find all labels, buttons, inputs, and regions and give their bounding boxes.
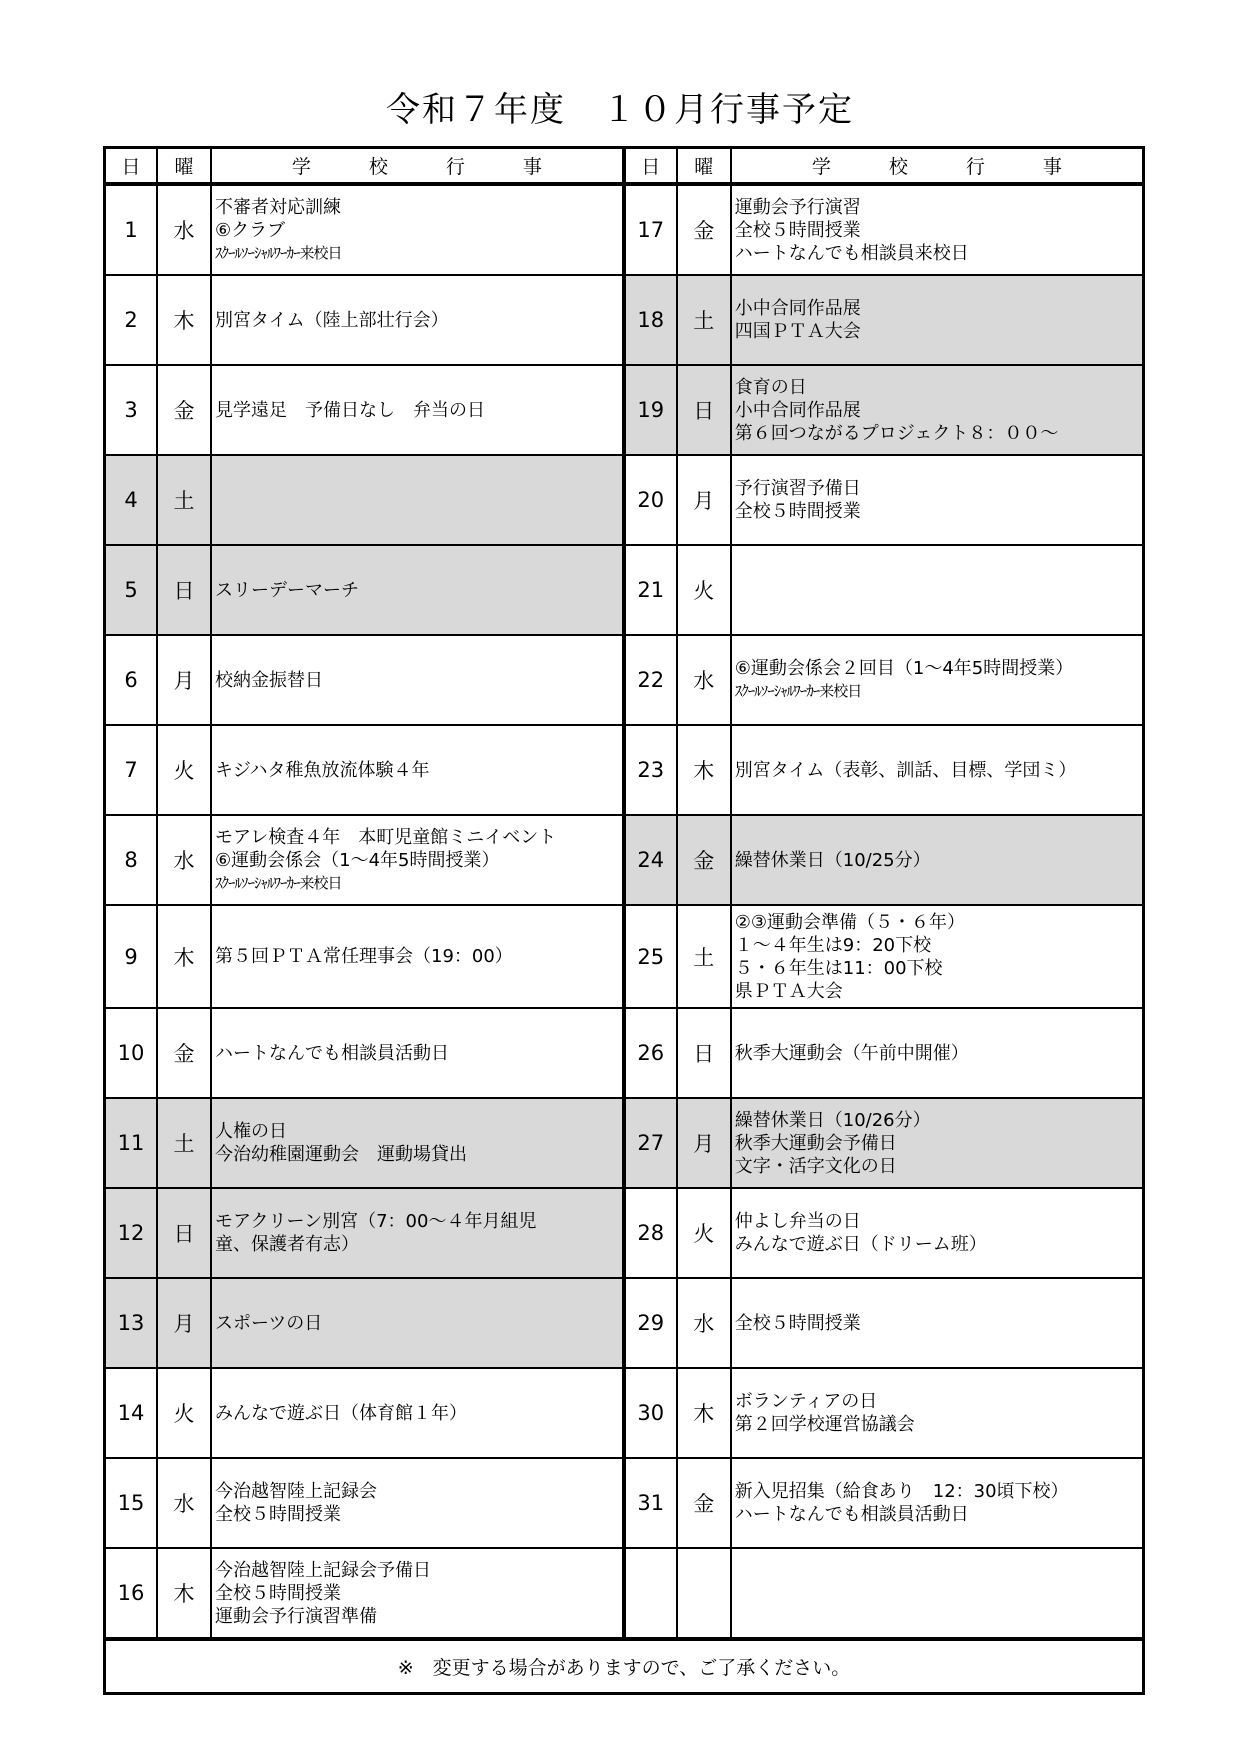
event-item: 人権の日 (215, 1121, 287, 1142)
table-row (105, 1098, 1144, 1188)
event-item: 校納金振替日 (215, 669, 323, 691)
table-row (105, 545, 1144, 635)
event-item: キジハタ稚魚放流体験４年 (215, 759, 430, 781)
event-item: 秋季大運動会予備日 (734, 1132, 897, 1154)
weekday-cell: 水 (677, 1278, 731, 1368)
events-cell (211, 1368, 624, 1458)
events-cell (211, 545, 624, 635)
day-cell: 4 (105, 455, 158, 545)
day-cell: 8 (105, 815, 158, 905)
day-cell: 1 (105, 184, 158, 275)
header-weekday-left: 曜 (157, 148, 211, 185)
weekday-cell: 日 (157, 545, 211, 635)
events-cell (731, 1098, 1144, 1188)
event-item: ハートなんでも相談員活動日 (215, 1042, 449, 1064)
events-cell (211, 1458, 624, 1548)
weekday-cell: 火 (677, 1188, 731, 1278)
weekday-cell: 金 (677, 1458, 731, 1548)
header-events-left-label: 学校行事 (291, 156, 600, 178)
weekday-cell: 日 (157, 1188, 211, 1278)
table-body (105, 184, 1144, 1639)
weekday-cell: 土 (677, 905, 731, 1008)
page-title: 令和７年度 １０月行事予定 (386, 90, 854, 130)
weekday-cell: 土 (157, 455, 211, 545)
table-row (105, 365, 1144, 455)
header-day-right: 日 (624, 148, 677, 185)
event-item: ⑥運動会係会２回目（1～4年5時間授業） (734, 658, 1074, 679)
event-item: ｽｸｰﾙｿｰｼｬﾙﾜｰｶｰ来校日 (734, 682, 862, 700)
day-cell: 17 (624, 184, 677, 275)
weekday-cell: 土 (157, 1098, 211, 1188)
event-item: 不審者対応訓練 (215, 196, 341, 218)
table-row (105, 725, 1144, 815)
events-cell (211, 1278, 624, 1368)
table-row (105, 184, 1144, 275)
table-row (105, 1188, 1144, 1278)
table-row (105, 1008, 1144, 1098)
table-row (105, 455, 1144, 545)
weekday-cell: 月 (677, 1098, 731, 1188)
header-events-left (211, 148, 624, 185)
event-item: 第２回学校運営協議会 (734, 1414, 915, 1435)
day-cell: 9 (105, 905, 158, 1008)
table-row (105, 275, 1144, 365)
events-cell (731, 725, 1144, 815)
table-row (105, 1458, 1144, 1548)
events-cell (731, 1008, 1144, 1098)
events-cell (731, 455, 1144, 545)
event-item: 運動会予行演習準備 (215, 1605, 377, 1627)
event-item: ②③運動会準備（５・６年） (734, 911, 966, 933)
day-cell: 29 (624, 1278, 677, 1368)
event-item: モアクリーン別宮（7：00～４年月組児 (215, 1211, 537, 1232)
weekday-cell: 木 (157, 905, 211, 1008)
event-item: みんなで遊ぶ日（ドリーム班） (734, 1234, 987, 1255)
events-cell (211, 275, 624, 365)
day-cell: 14 (105, 1368, 158, 1458)
event-item: ｽｸｰﾙｿｰｼｬﾙﾜｰｶｰ来校日 (215, 243, 342, 262)
events-cell (731, 1458, 1144, 1548)
header-weekday-right: 曜 (677, 148, 731, 185)
day-cell: 3 (105, 365, 158, 455)
events-cell (731, 1368, 1144, 1458)
event-item: 四国ＰＴＡ大会 (734, 321, 861, 342)
event-item: 繰替休業日（10/26分） (734, 1109, 931, 1131)
event-item: 予行演習予備日 (734, 478, 861, 499)
weekday-cell: 月 (157, 1278, 211, 1368)
events-cell (211, 815, 624, 905)
weekday-cell: 木 (677, 725, 731, 815)
table-row (105, 635, 1144, 725)
day-cell: 2 (105, 275, 158, 365)
event-item: 仲よし弁当の日 (734, 1211, 861, 1232)
event-item: ５・６年生は11：00下校 (734, 957, 943, 979)
events-cell (731, 1188, 1144, 1278)
event-item: ⑥クラブ (215, 219, 286, 241)
weekday-cell: 日 (677, 1008, 731, 1098)
event-item: 別宮タイム（陸上部壮行会） (215, 309, 449, 331)
day-cell: 12 (105, 1188, 158, 1278)
event-item: ｽｸｰﾙｿｰｼｬﾙﾜｰｶｰ来校日 (215, 873, 342, 892)
day-cell: 20 (624, 455, 677, 545)
footer-row (105, 1639, 1144, 1694)
day-cell: 23 (624, 725, 677, 815)
event-item: 全校５時間授業 (734, 501, 861, 522)
day-cell: 24 (624, 815, 677, 905)
events-cell (731, 545, 1144, 635)
day-cell: 10 (105, 1008, 158, 1098)
header-events-right (731, 148, 1144, 185)
weekday-cell: 火 (677, 545, 731, 635)
event-item: 第５回ＰＴＡ常任理事会（19：00） (215, 946, 513, 967)
header-events-right-label: 学校行事 (811, 156, 1120, 178)
day-cell: 21 (624, 545, 677, 635)
events-cell (211, 1008, 624, 1098)
events-cell (211, 635, 624, 725)
events-cell (211, 455, 624, 545)
table-row (105, 1368, 1144, 1458)
event-item: スリーデーマーチ (215, 579, 359, 601)
day-cell: 19 (624, 365, 677, 455)
weekday-cell: 土 (677, 275, 731, 365)
event-item: ハートなんでも相談員活動日 (734, 1504, 969, 1525)
event-item: みんなで遊ぶ日（体育館１年） (215, 1402, 467, 1424)
table-row (105, 1278, 1144, 1368)
weekday-cell: 金 (677, 815, 731, 905)
events-cell (211, 1098, 624, 1188)
event-item: 今治幼稚園運動会 運動場貸出 (215, 1144, 467, 1165)
event-item: 秋季大運動会（午前中開催） (734, 1042, 969, 1064)
event-item: スポーツの日 (215, 1312, 323, 1334)
event-item: 食育の日 (734, 376, 807, 398)
weekday-cell: 水 (677, 635, 731, 725)
event-item: ボランティアの日 (734, 1391, 878, 1412)
day-cell: 27 (624, 1098, 677, 1188)
event-item: モアレ検査４年 本町児童館ミニイベント (215, 826, 557, 848)
weekday-cell: 金 (677, 184, 731, 275)
weekday-cell: 日 (677, 365, 731, 455)
weekday-cell: 月 (157, 635, 211, 725)
table-header-row (105, 148, 1144, 185)
weekday-cell: 金 (157, 1008, 211, 1098)
day-cell: 7 (105, 725, 158, 815)
day-cell: 6 (105, 635, 158, 725)
event-item: 全校５時間授業 (215, 1504, 341, 1525)
day-cell (624, 1548, 677, 1639)
day-cell: 30 (624, 1368, 677, 1458)
table-row (105, 815, 1144, 905)
events-cell (731, 905, 1144, 1008)
weekday-cell: 火 (157, 725, 211, 815)
day-cell: 5 (105, 545, 158, 635)
event-item: ハートなんでも相談員来校日 (734, 242, 969, 264)
weekday-cell: 水 (157, 184, 211, 275)
event-item: 運動会予行演習 (734, 196, 861, 218)
day-cell: 25 (624, 905, 677, 1008)
weekday-cell: 木 (157, 275, 211, 365)
event-item: 全校５時間授業 (734, 1312, 861, 1334)
day-cell: 28 (624, 1188, 677, 1278)
events-cell (211, 365, 624, 455)
weekday-cell: 水 (157, 815, 211, 905)
event-item: 全校５時間授業 (734, 219, 861, 241)
events-cell (731, 184, 1144, 275)
day-cell: 18 (624, 275, 677, 365)
event-item: 全校５時間授業 (215, 1582, 341, 1604)
events-cell (731, 1278, 1144, 1368)
event-item: 第６回つながるプロジェクト８：００～ (734, 422, 1059, 444)
events-cell (211, 905, 624, 1008)
day-cell: 31 (624, 1458, 677, 1548)
events-cell (731, 365, 1144, 455)
day-cell: 15 (105, 1458, 158, 1548)
event-item: 文字・活字文化の日 (734, 1155, 897, 1177)
event-item: １～４年生は9：20下校 (734, 934, 932, 956)
weekday-cell: 木 (677, 1368, 731, 1458)
table-row (105, 1548, 1144, 1639)
events-cell (731, 1548, 1144, 1639)
weekday-cell: 金 (157, 365, 211, 455)
events-cell (211, 184, 624, 275)
events-cell (211, 1188, 624, 1278)
event-item: 童、保護者有志） (215, 1234, 359, 1255)
events-cell (211, 1548, 624, 1639)
event-item: 新入児招集（給食あり 12：30頃下校） (734, 1481, 1069, 1502)
event-item: 別宮タイム（表彰、訓話、目標、学団ミ） (734, 759, 1077, 781)
event-item: 今治越智陸上記録会予備日 (215, 1559, 431, 1581)
table-row (105, 905, 1144, 1008)
weekday-cell: 火 (157, 1368, 211, 1458)
event-item: 小中合同作品展 (734, 298, 861, 319)
events-cell (731, 815, 1144, 905)
events-cell (731, 635, 1144, 725)
event-item: 県ＰＴＡ大会 (734, 980, 843, 1002)
weekday-cell (677, 1548, 731, 1639)
day-cell: 13 (105, 1278, 158, 1368)
day-cell: 22 (624, 635, 677, 725)
events-cell (211, 725, 624, 815)
header-day-left: 日 (105, 148, 158, 185)
event-item: ⑥運動会係会（1～4年5時間授業） (215, 849, 500, 871)
day-cell: 26 (624, 1008, 677, 1098)
weekday-cell: 木 (157, 1548, 211, 1639)
footer-note: ※ 変更する場合がありますので、ご了承ください。 (105, 1639, 1144, 1694)
event-item: 繰替休業日（10/25分） (734, 849, 931, 871)
event-item: 見学遠足 予備日なし 弁当の日 (215, 399, 485, 421)
event-schedule-table (103, 146, 1145, 1695)
weekday-cell: 月 (677, 455, 731, 545)
event-item: 小中合同作品展 (734, 399, 861, 421)
event-item: 今治越智陸上記録会 (215, 1481, 377, 1502)
events-cell (731, 275, 1144, 365)
day-cell: 16 (105, 1548, 158, 1639)
day-cell: 11 (105, 1098, 158, 1188)
weekday-cell: 水 (157, 1458, 211, 1548)
